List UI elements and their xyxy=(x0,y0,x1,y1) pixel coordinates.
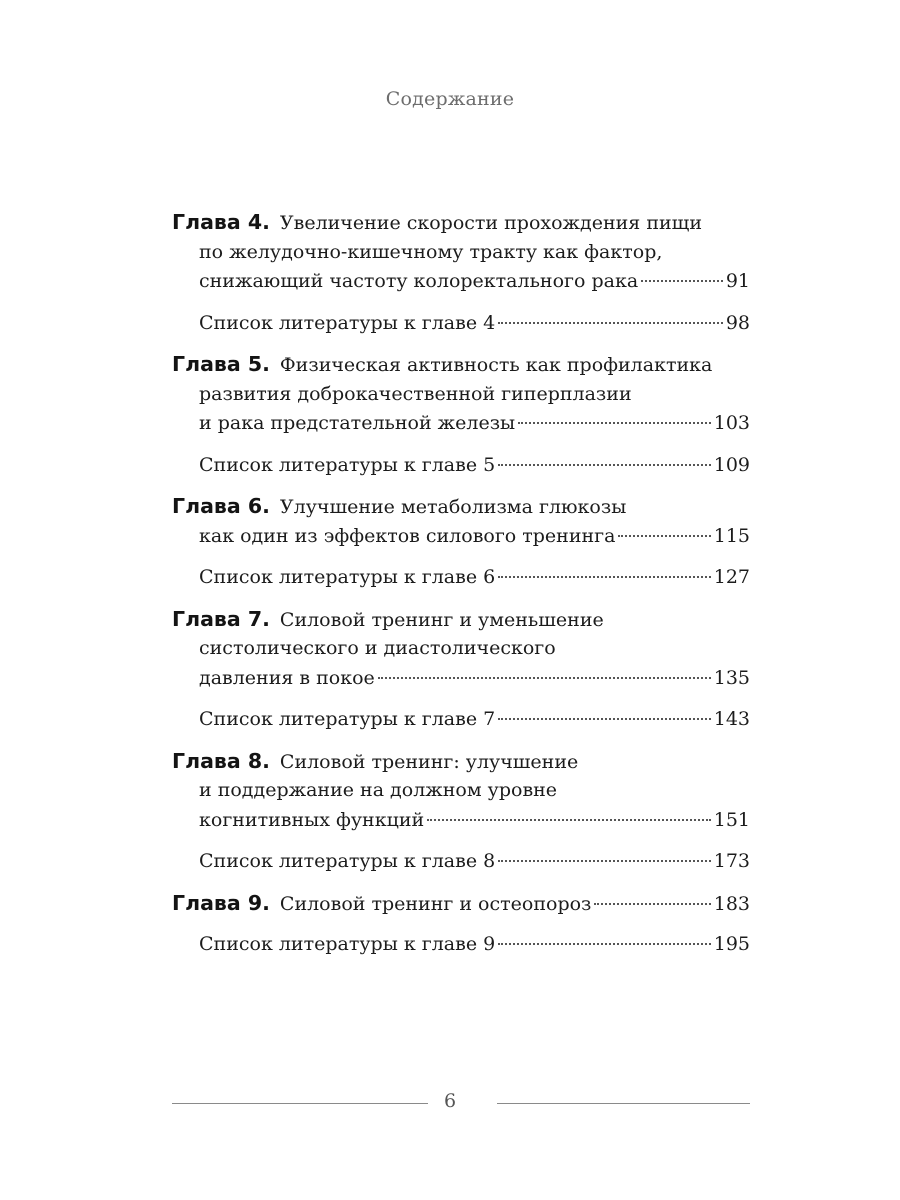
chapter-title-text: Увеличение скорости прохождения пищи xyxy=(279,212,702,234)
toc-entry-references xyxy=(172,705,750,735)
toc-chapter-7 xyxy=(172,605,750,735)
chapter-title-text: по желудочно-кишечному тракту как фактор, xyxy=(199,240,663,263)
toc-chapter-4 xyxy=(172,208,750,338)
dot-leader xyxy=(498,322,723,324)
chapter-title-line xyxy=(172,208,750,238)
chapter-title-line xyxy=(172,634,750,664)
chapter-title-text: Силовой тренинг и остеопороз xyxy=(279,892,592,915)
dot-leader xyxy=(518,422,711,424)
page-number: 91 xyxy=(725,270,750,292)
chapter-title-line xyxy=(172,492,750,522)
chapter-title-text: Физическая активность как профилактика xyxy=(279,354,713,376)
toc-entry-references xyxy=(172,563,750,593)
page-number: 135 xyxy=(713,666,750,689)
dot-leader xyxy=(498,718,711,720)
chapter-title-text: Силовой тренинг: улучшение xyxy=(279,750,579,773)
toc-entry-references xyxy=(172,309,750,339)
dot-leader xyxy=(498,576,711,578)
chapter-title-text: снижающий частоту колоректального рака xyxy=(199,270,639,292)
page-number: 195 xyxy=(713,933,750,955)
page-number: 127 xyxy=(713,566,750,588)
page-number: 98 xyxy=(725,311,750,334)
chapter-title-line xyxy=(172,664,750,694)
chapter-title-line xyxy=(172,380,750,410)
page-number: 183 xyxy=(713,892,750,915)
chapter-label: Глава 8. xyxy=(172,748,270,773)
toc-entry-references xyxy=(172,451,750,481)
dot-leader xyxy=(594,903,710,905)
references-text: Список литературы к главе 9 xyxy=(199,933,496,955)
toc-entry-references xyxy=(172,930,750,960)
chapter-title-text: и поддержание на должном уровне xyxy=(199,779,558,801)
page-number: 173 xyxy=(713,850,750,872)
toc-entry-references xyxy=(172,847,750,877)
chapter-title-line xyxy=(172,776,750,806)
chapter-title-line xyxy=(172,522,750,552)
dot-leader xyxy=(427,819,711,821)
references-text: Список литературы к главе 5 xyxy=(199,453,496,476)
running-head: Содержание xyxy=(385,88,515,110)
references-text: Список литературы к главе 7 xyxy=(199,708,496,730)
chapter-title-text: и рака предстательной железы xyxy=(199,412,516,434)
page-number: 109 xyxy=(713,453,750,476)
chapter-label: Глава 5. xyxy=(172,352,270,376)
chapter-label: Глава 9. xyxy=(172,890,270,915)
chapter-title-line xyxy=(172,409,750,439)
chapter-label: Глава 6. xyxy=(172,494,270,518)
table-of-contents xyxy=(172,208,750,972)
chapter-title-line xyxy=(172,806,750,836)
page-number: 115 xyxy=(713,524,750,547)
chapter-title-line xyxy=(172,350,750,380)
folio-page-number: 6 xyxy=(443,1090,457,1112)
chapter-label: Глава 7. xyxy=(172,606,270,631)
toc-chapter-8 xyxy=(172,747,750,877)
chapter-title-text: когнитивных функций xyxy=(199,808,425,831)
chapter-title-line xyxy=(172,889,750,919)
toc-chapter-5 xyxy=(172,350,750,480)
page-number: 103 xyxy=(713,412,750,434)
references-text: Список литературы к главе 4 xyxy=(199,311,496,334)
toc-chapter-9 xyxy=(172,889,750,960)
page-number: 151 xyxy=(713,808,750,831)
references-text: Список литературы к главе 8 xyxy=(199,850,496,872)
dot-leader xyxy=(618,535,710,537)
toc-chapter-6 xyxy=(172,492,750,593)
chapter-title-text: систолического и диастолического xyxy=(199,637,556,659)
dot-leader xyxy=(378,677,711,679)
chapter-title-text: давления в покое xyxy=(199,666,375,689)
chapter-title-text: Улучшение метаболизма глюкозы xyxy=(279,496,627,518)
dot-leader xyxy=(498,860,711,862)
chapter-title-line xyxy=(172,238,750,268)
dot-leader xyxy=(498,943,711,945)
chapter-label: Глава 4. xyxy=(172,210,270,234)
chapter-title-text: Силовой тренинг и уменьшение xyxy=(279,608,604,631)
footer-rule-right xyxy=(497,1103,750,1104)
page-number: 143 xyxy=(713,708,750,730)
chapter-title-text: развития доброкачественной гиперплазии xyxy=(199,382,632,405)
dot-leader xyxy=(498,464,711,466)
chapter-title-line xyxy=(172,747,750,777)
references-text: Список литературы к главе 6 xyxy=(199,566,496,588)
dot-leader xyxy=(641,280,723,282)
chapter-title-line xyxy=(172,605,750,635)
chapter-title-line xyxy=(172,267,750,297)
chapter-title-text: как один из эффектов силового тренинга xyxy=(199,524,616,547)
